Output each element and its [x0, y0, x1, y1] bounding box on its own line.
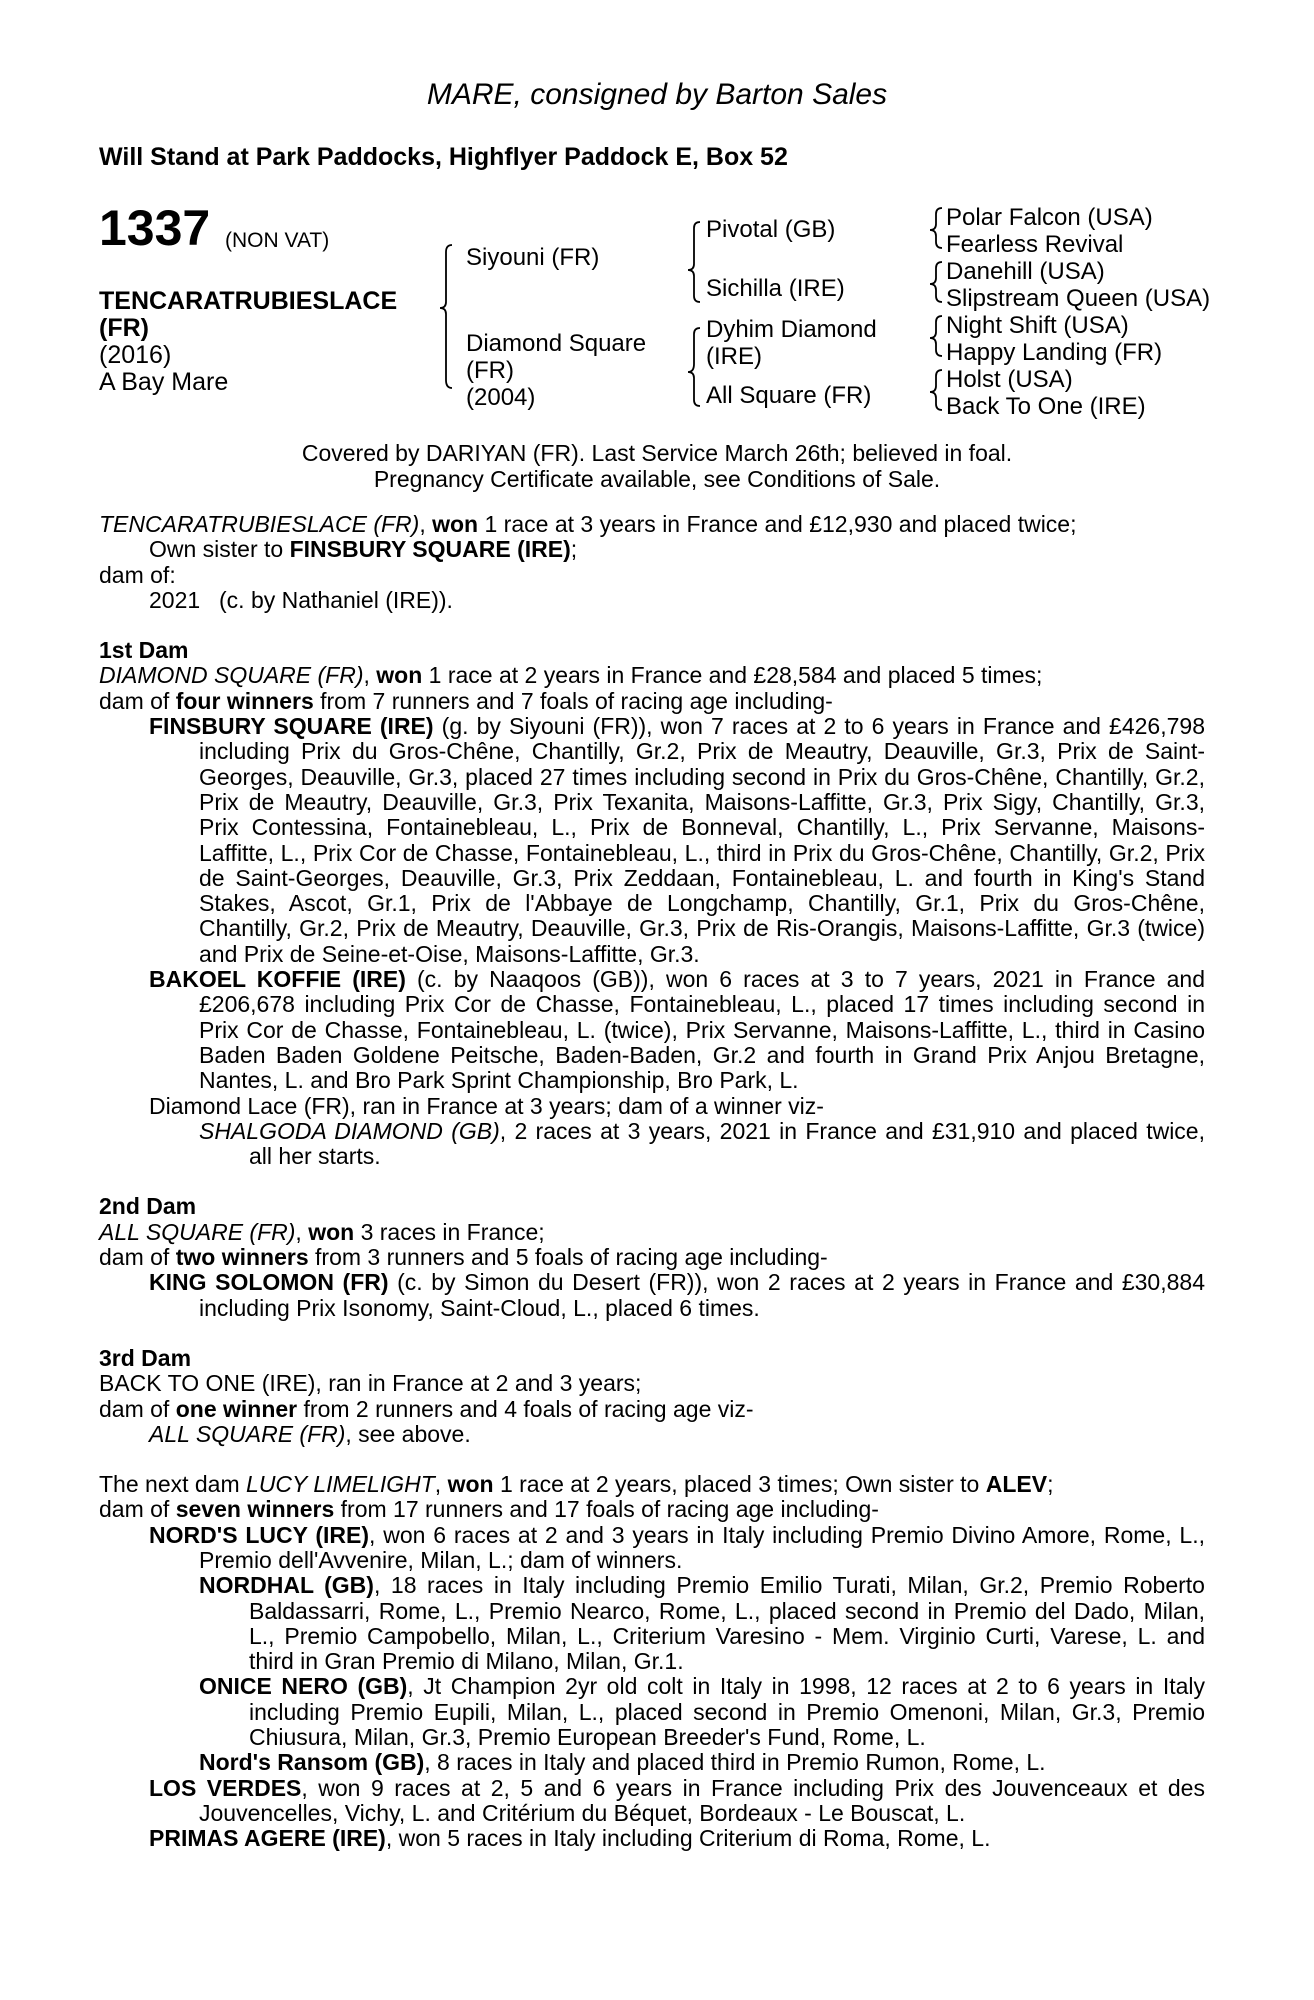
vat-status: (NON VAT) [225, 229, 330, 252]
pedigree-sire-dam: Sichilla (IRE) [706, 275, 845, 302]
progeny-all-square [99, 1422, 1205, 1447]
winners-count: two winners [175, 1244, 309, 1271]
horse-description: A Bay Mare [99, 368, 229, 396]
dam-of-pre: dam of [99, 687, 176, 714]
won-label: won [447, 1471, 494, 1498]
pedigree-sss: Polar Falcon (USA) [946, 204, 1153, 231]
dam-of-label: dam of: [99, 561, 176, 588]
pedigree-sire: Siyouni (FR) [466, 244, 600, 271]
progeny-name: NORD'S LUCY (IRE) [149, 1521, 370, 1548]
second-dam-line: ALL SQUARE (FR), won 3 races in France; [99, 1218, 545, 1245]
sister-post: ; [1047, 1471, 1054, 1498]
pedigree-dam-line2: (FR) [466, 357, 514, 384]
progeny-name: BAKOEL KOFFIE (IRE) [149, 966, 406, 993]
next-dam-pre: The next dam [99, 1471, 247, 1498]
lot-number: 1337 [99, 200, 211, 256]
pedigree-dam-sire-line2: (IRE) [706, 343, 762, 370]
produce-desc: (c. by Nathaniel (IRE)). [219, 586, 453, 613]
pedigree-sire-sire: Pivotal (GB) [706, 216, 836, 243]
progeny-record: , won 9 races at 2, 5 and 6 years in France including Prix des Jouvenceaux et des Jouvencelles, Vichy, L. and Critérium du Béquet, Bordeaux - Le Bouscat, L. [199, 1774, 1205, 1826]
progeny-bakoel [99, 967, 1205, 1093]
horse-name: TENCARATRUBIESLACE [99, 287, 398, 315]
pedigree-dam-sire-line1: Dyhim Diamond [706, 316, 877, 343]
covered-line1: Covered by DARIYAN (FR). Last Service March 26th; believed in foal. [301, 440, 1013, 466]
dam-of-post: from 2 runners and 4 foals of racing age viz- [297, 1395, 754, 1422]
progeny-name: SHALGODA DIAMOND (GB) [199, 1117, 500, 1144]
pedigree-dam [466, 330, 646, 411]
first-dam-name: DIAMOND SQUARE (FR) [99, 662, 364, 689]
catalogue-body [99, 512, 1205, 1877]
progeny-record: , won 5 races in Italy including Criterium di Roma, Rome, L. [385, 1825, 991, 1852]
progeny-name: ALL SQUARE (FR) [149, 1420, 346, 1447]
progeny-record: , see above. [345, 1420, 471, 1447]
progeny-nords-ransom [99, 1750, 1205, 1775]
second-dam-name: ALL SQUARE (FR) [99, 1218, 296, 1245]
pedigree-dam-sire [706, 316, 877, 370]
progeny-name: FINSBURY SQUARE (IRE) [149, 713, 434, 740]
stand-location: Will Stand at Park Paddocks, Highflyer Paddock E, Box 52 [99, 143, 788, 171]
next-dam-produce [99, 1497, 1205, 1522]
third-dam-section [99, 1346, 1205, 1447]
progeny-name: Nord's Ransom (GB) [199, 1749, 425, 1776]
progeny-record: , 8 races in Italy and placed third in Premio Rumon, Rome, L. [424, 1749, 1046, 1776]
won-label: won [432, 511, 479, 537]
progeny-diamond-lace: Diamond Lace (FR), ran in France at 3 years; dam of a winner viz- [149, 1092, 824, 1119]
next-dam-section [99, 1472, 1205, 1851]
sister-post: ; [570, 536, 578, 563]
progeny-finsbury [99, 714, 1205, 967]
progeny-shalgoda [99, 1119, 1205, 1170]
first-dam-title: 1st Dam [99, 637, 189, 664]
sister-line [99, 537, 1205, 562]
progeny-record: , Jt Champion 2yr old colt in Italy in 1998, 12 races at 2 to 6 years in Italy including Premio Eupili, Milan, L., placed second in Premio Omenoni, Milan, Gr.3, Premio Chiusura, Milan, Gr.3, Premio European Breeder's Fund, Rome, L. [249, 1673, 1205, 1751]
second-dam-section [99, 1194, 1205, 1320]
next-dam-rest: 1 race at 2 years, placed 3 times; Own sister to [493, 1471, 986, 1498]
covered-note [0, 440, 1314, 492]
dam-of-pre: dam of [99, 1395, 176, 1422]
progeny-nords-lucy [99, 1523, 1205, 1574]
third-dam-produce [99, 1397, 1205, 1422]
progeny-king-solomon [99, 1270, 1205, 1321]
pedigree-dam-line3: (2004) [466, 384, 536, 411]
third-dam-title: 3rd Dam [99, 1344, 192, 1371]
dam-of-post: from 7 runners and 7 foals of racing age including- [313, 687, 833, 714]
winners-count: four winners [175, 687, 314, 714]
progeny-record: (c. by Naaqoos (GB)), won 6 races at 3 to 7 years, 2021 in France and £206,678 including Prix Cor de Chasse, Fontainebleau, L., placed 17 times including second in Prix Cor de Chasse, Fontainebleau, L. (twice), Prix Servanne, Maisons-Laffitte, L., third in Casino Baden Baden Goldene Peitsche, Baden-Baden, Gr.2 and fourth in Grand Prix Anjou Bretagne, Nantes, L. and Bro Park Sprint Championship, Bro Park, L. [199, 966, 1205, 1094]
winners-count: one winner [175, 1395, 298, 1422]
pedigree-dss: Night Shift (USA) [946, 312, 1129, 339]
second-dam-title: 2nd Dam [99, 1193, 197, 1220]
first-dam-line: DIAMOND SQUARE (FR), won 1 race at 2 years in France and £28,584 and placed 5 times; [99, 662, 1043, 689]
first-dam-rest: 1 race at 2 years in France and £28,584 and placed 5 times; [422, 662, 1043, 689]
progeny-record: , 18 races in Italy including Premio Emilio Turati, Milan, Gr.2, Premio Roberto Baldassarri, Rome, L., Premio Nearco, Rome, L., placed second in Premio del Dado, Milan, L., Premio Campobello, Milan, L., Criterium Varesino - Mem. Virginio Curti, Varese, L. and third in Gran Premio di Milano, Milan, Gr.1. [249, 1572, 1205, 1675]
intro-rest: 1 race at 3 years in France and £12,930 and placed twice; [478, 511, 1077, 537]
pedigree-sdd: Slipstream Queen (USA) [946, 285, 1211, 312]
dam-of-pre: dam of [99, 1244, 176, 1271]
pedigree-dam-line1: Diamond Square [466, 330, 647, 357]
progeny-record: , 2 races at 3 years, 2021 in France and £31,910 and placed twice, all her starts. [249, 1117, 1205, 1170]
first-dam-produce [99, 689, 1205, 714]
pedigree-dam-dam: All Square (FR) [706, 382, 872, 409]
pedigree-dds: Holst (USA) [946, 366, 1073, 393]
next-dam-name: LUCY LIMELIGHT [246, 1471, 435, 1498]
second-dam-produce [99, 1245, 1205, 1270]
pedigree-ddd: Back To One (IRE) [946, 393, 1146, 420]
progeny-record: , won 6 races at 2 and 3 years in Italy including Premio Divino Amore, Rome, L., Premio dell'Avvenire, Milan, L.; dam of winners. [199, 1521, 1205, 1573]
pedigree-dsd: Happy Landing (FR) [946, 339, 1163, 366]
horse-year: (2016) [99, 341, 172, 369]
sister-name: FINSBURY SQUARE (IRE) [289, 536, 571, 563]
mare-name: TENCARATRUBIESLACE (FR) [99, 511, 420, 537]
dam-of-pre: dam of [99, 1496, 176, 1523]
progeny-primas-agere [99, 1826, 1205, 1851]
produce-record [99, 588, 1205, 613]
separator: , [434, 1471, 448, 1498]
next-dam-line [99, 1472, 1205, 1497]
progeny-name: PRIMAS AGERE (IRE) [149, 1825, 386, 1852]
progeny-record: (g. by Siyouni (FR)), won 7 races at 2 to 6 years in France and £426,798 including Prix du Gros-Chêne, Chantilly, Gr.2, Prix de Meautry, Deauville, Gr.3, Prix de Saint-Georges, Deauville, Gr.3, placed 27 times including second in Prix du Gros-Chêne, Chantilly, Gr.2, Prix de Meautry, Deauville, Gr.3, Prix Texanita, Maisons-Laffitte, Gr.3, Prix Sigy, Chantilly, Gr.3, Prix Contessina, Fontainebleau, L., Prix de Bonneval, Chantilly, L., Prix Servanne, Maisons-Laffitte, L., Prix Cor de Chasse, Fontainebleau, L., third in Prix du Gros-Chêne, Chantilly, Gr.2, Prix de Saint-Georges, Deauville, Gr.3, Prix Zeddaan, Fontainebleau, L. and fourth in King's Stand Stakes, Ascot, Gr.1, Prix de l'Abbaye de Longchamp, Chantilly, Gr.1, Prix du Gros-Chêne, Chantilly, Gr.2, Prix de Meautry, Deauville, Gr.3, Prix de Ris-Orangis, Maisons-Laffitte, Gr.3 (twice) and Prix de Seine-et-Oise, Maisons-Laffitte, Gr.3. [199, 713, 1205, 967]
progeny-name: NORDHAL (GB) [199, 1572, 374, 1599]
third-dam-line: BACK TO ONE (IRE), ran in France at 2 and 3 years; [99, 1370, 642, 1397]
page-header: MARE, consigned by Barton Sales [426, 78, 888, 111]
second-dam-rest: 3 races in France; [354, 1218, 545, 1245]
progeny-record: (c. by Simon du Desert (FR)), won 2 races at 2 years in France and £30,884 including Prix Isonomy, Saint-Cloud, L., placed 6 times. [199, 1269, 1205, 1321]
intro-section [99, 512, 1205, 613]
produce-year: 2021 [149, 586, 201, 613]
dam-of-post: from 3 runners and 5 foals of racing age including- [308, 1244, 828, 1271]
progeny-los-verdes [99, 1776, 1205, 1827]
progeny-name: ONICE NERO (GB) [199, 1673, 408, 1700]
first-dam-section [99, 638, 1205, 1169]
winners-count: seven winners [175, 1496, 335, 1523]
horse-country: (FR) [99, 314, 149, 342]
progeny-name: KING SOLOMON (FR) [149, 1269, 389, 1296]
dam-of-post: from 17 runners and 17 foals of racing age including- [334, 1496, 879, 1523]
won-label: won [308, 1218, 355, 1245]
intro-line: TENCARATRUBIESLACE (FR), won 1 race at 3 years in France and £12,930 and placed twice; [99, 511, 1077, 537]
won-label: won [376, 662, 423, 689]
sister-pre: Own sister to [149, 536, 290, 563]
progeny-onice-nero [99, 1674, 1205, 1750]
covered-line2: Pregnancy Certificate available, see Conditions of Sale. [373, 466, 941, 492]
sister-name: ALEV [985, 1471, 1048, 1498]
pedigree-ssd: Fearless Revival [946, 231, 1124, 258]
progeny-name: LOS VERDES [149, 1774, 302, 1801]
pedigree-sds: Danehill (USA) [946, 258, 1105, 285]
progeny-nordhal [99, 1573, 1205, 1674]
